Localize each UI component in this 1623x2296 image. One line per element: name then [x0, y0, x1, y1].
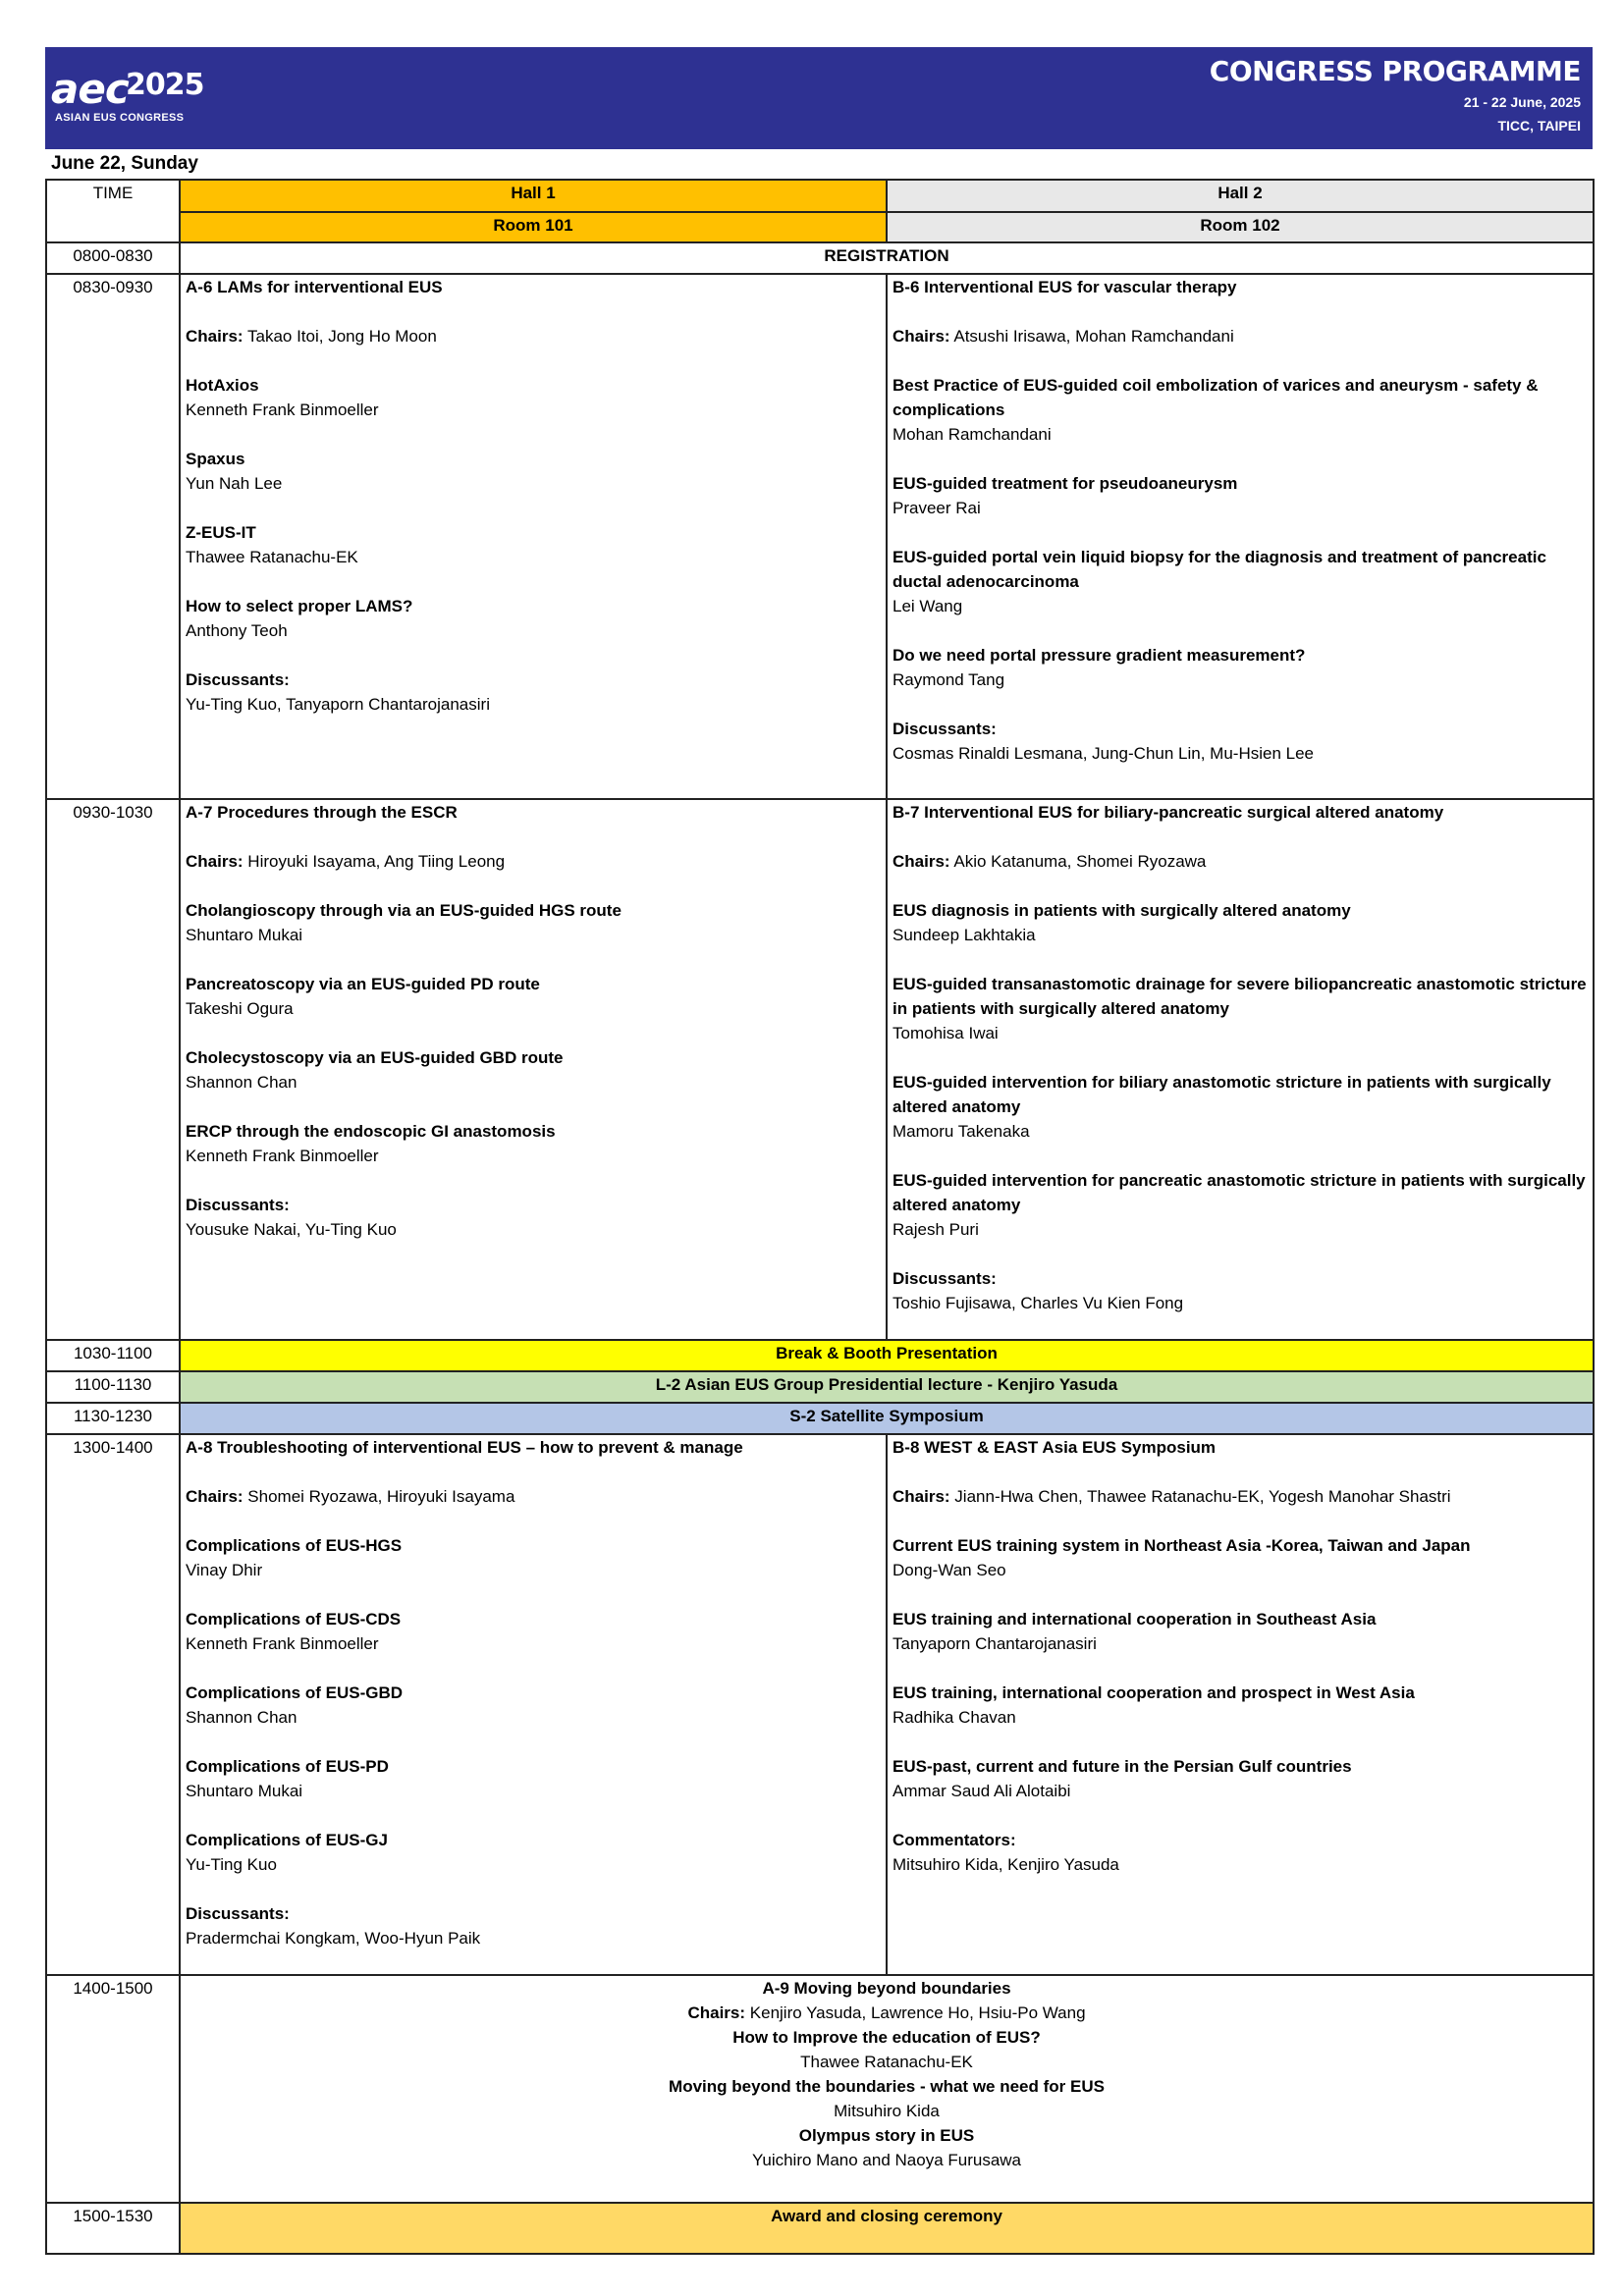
header-banner: [45, 47, 1593, 149]
session-title: B-8 WEST & EAST Asia EUS Symposium: [893, 1438, 1217, 1457]
hall1-header: Hall 1: [180, 180, 887, 212]
discussants-label: Discussants:: [893, 1269, 997, 1288]
award-label: Award and closing ceremony: [180, 2203, 1594, 2254]
talk-title: Cholangioscopy through via an EUS-guided HGS route: [186, 901, 622, 920]
lecture-label: L-2 Asian EUS Group Presidential lecture - Kenjiro Yasuda: [180, 1371, 1594, 1403]
talk-title: Complications of EUS-GJ: [186, 1831, 388, 1849]
talk-title: EUS-guided intervention for pancreatic anastomotic stricture in patients with surgically altered anatomy: [893, 1171, 1586, 1214]
chairs-label: Chairs:: [186, 1487, 243, 1506]
registration-row: [46, 242, 1594, 274]
talk-speaker: Tanyaporn Chantarojanasiri: [893, 1634, 1097, 1653]
talk-title: Best Practice of EUS-guided coil embolization of varices and aneurysm - safety & complications: [893, 376, 1539, 419]
talk-speaker: Kenneth Frank Binmoeller: [186, 1634, 379, 1653]
talk-speaker: Raymond Tang: [893, 670, 1005, 689]
talk-title: How to select proper LAMS?: [186, 597, 413, 615]
session-b6: [887, 274, 1594, 799]
talk-title: ERCP through the endoscopic GI anastomosis: [186, 1122, 556, 1141]
chairs-label: Chairs:: [893, 327, 950, 346]
award-row: [46, 2203, 1594, 2254]
talk-speaker: Dong-Wan Seo: [893, 1561, 1006, 1579]
satellite-label: S-2 Satellite Symposium: [180, 1403, 1594, 1434]
chairs-names: Akio Katanuma, Shomei Ryozawa: [949, 852, 1207, 871]
talk-title: HotAxios: [186, 376, 259, 395]
talk-title: Complications of EUS-GBD: [186, 1683, 404, 1702]
talk-speaker: Takeshi Ogura: [186, 999, 294, 1018]
session-a7: [180, 799, 887, 1340]
programme-table: [45, 179, 1595, 2255]
talk-speaker: Praveer Rai: [893, 499, 981, 517]
talk-title: Current EUS training system in Northeast Asia -Korea, Taiwan and Japan: [893, 1536, 1471, 1555]
session-b8: [887, 1434, 1594, 1975]
lecture-row: [46, 1371, 1594, 1403]
logo-text: aec: [51, 65, 129, 113]
chairs-names: Atsushi Irisawa, Mohan Ramchandani: [949, 327, 1234, 346]
talk-title: Cholecystoscopy via an EUS-guided GBD route: [186, 1048, 564, 1067]
congress-venue: TICC, TAIPEI: [1497, 118, 1581, 133]
discussants-label: Discussants:: [186, 1904, 290, 1923]
chairs-names: Takao Itoi, Jong Ho Moon: [243, 327, 437, 346]
session-title: A-8 Troubleshooting of interventional EUS – how to prevent & manage: [186, 1438, 743, 1457]
session-row-1400: [46, 1975, 1594, 2203]
talk-speaker: Mamoru Takenaka: [893, 1122, 1030, 1141]
session-a6: [180, 274, 887, 799]
satellite-row: [46, 1403, 1594, 1434]
talk-speaker: Kenneth Frank Binmoeller: [186, 1147, 379, 1165]
discussants-label: Discussants:: [186, 670, 290, 689]
talk-title: EUS diagnosis in patients with surgically altered anatomy: [893, 901, 1351, 920]
chairs-label: Chairs:: [687, 2003, 746, 2022]
talk-title: EUS training and international cooperation in Southeast Asia: [893, 1610, 1377, 1629]
session-title: B-6 Interventional EUS for vascular therapy: [893, 278, 1237, 296]
talk-title: Olympus story in EUS: [798, 2126, 975, 2145]
talk-speaker: Shannon Chan: [186, 1708, 298, 1727]
talk-speaker: Shannon Chan: [186, 1073, 298, 1092]
time-slot: 1100-1130: [46, 1371, 180, 1403]
congress-dates: 21 - 22 June, 2025: [1463, 94, 1581, 110]
discussants-names: Yousuke Nakai, Yu-Ting Kuo: [186, 1220, 397, 1239]
programme-title: CONGRESS PROGRAMME: [1209, 55, 1581, 87]
day-title: June 22, Sunday: [51, 153, 198, 174]
talk-speaker: Shuntaro Mukai: [186, 926, 303, 944]
session-title: B-7 Interventional EUS for biliary-pancreatic surgical altered anatomy: [893, 803, 1444, 822]
commentators-label: Commentators:: [893, 1831, 1016, 1849]
time-slot: 0930-1030: [46, 799, 180, 1340]
chairs-label: Chairs:: [893, 1487, 950, 1506]
session-a9: [180, 1975, 1594, 2203]
discussants-label: Discussants:: [893, 720, 997, 738]
hall-header-row: [46, 180, 1594, 212]
time-slot: 1400-1500: [46, 1975, 180, 2203]
discussants-names: Pradermchai Kongkam, Woo-Hyun Paik: [186, 1929, 481, 1948]
talk-title: EUS-guided treatment for pseudoaneurysm: [893, 474, 1238, 493]
talk-title: EUS training, international cooperation and prospect in West Asia: [893, 1683, 1415, 1702]
logo-year: 2025: [126, 68, 204, 102]
talk-speaker: Vinay Dhir: [186, 1561, 263, 1579]
talk-speaker: Yun Nah Lee: [186, 474, 283, 493]
hall2-header: Hall 2: [887, 180, 1594, 212]
talk-speaker: Mohan Ramchandani: [893, 425, 1052, 444]
chairs-names: Kenjiro Yasuda, Lawrence Ho, Hsiu-Po Wang: [745, 2003, 1086, 2022]
room102-header: Room 102: [887, 212, 1594, 242]
session-title: A-9 Moving beyond boundaries: [762, 1979, 1011, 1998]
talk-title: Complications of EUS-PD: [186, 1757, 389, 1776]
discussants-names: Toshio Fujisawa, Charles Vu Kien Fong: [893, 1294, 1184, 1312]
time-slot: 1030-1100: [46, 1340, 180, 1371]
talk-title: EUS-guided transanastomotic drainage for severe biliopancreatic anastomotic stricture in patients with surgically altered anatomy: [893, 975, 1587, 1018]
talk-title: Moving beyond the boundaries - what we need for EUS: [669, 2077, 1105, 2096]
talk-title: How to Improve the education of EUS?: [732, 2028, 1041, 2047]
session-row-0930: [46, 799, 1594, 1340]
session-row-0830: [46, 274, 1594, 799]
room101-header: Room 101: [180, 212, 887, 242]
talk-title: EUS-guided intervention for biliary anastomotic stricture in patients with surgically altered anatomy: [893, 1073, 1551, 1116]
discussants-label: Discussants:: [186, 1196, 290, 1214]
talk-title: Do we need portal pressure gradient measurement?: [893, 646, 1306, 665]
time-slot: 0830-0930: [46, 274, 180, 799]
session-title: A-7 Procedures through the ESCR: [186, 803, 458, 822]
talk-speaker: Lei Wang: [893, 597, 963, 615]
talk-speaker: Thawee Ratanachu-EK: [800, 2053, 973, 2071]
talk-title: Z-EUS-IT: [186, 523, 256, 542]
session-b7: [887, 799, 1594, 1340]
registration-label: REGISTRATION: [180, 242, 1594, 274]
talk-speaker: Anthony Teoh: [186, 621, 288, 640]
talk-speaker: Yuichiro Mano and Naoya Furusawa: [751, 2151, 1022, 2169]
session-row-1300: [46, 1434, 1594, 1975]
session-title: A-6 LAMs for interventional EUS: [186, 278, 443, 296]
chairs-names: Jiann-Hwa Chen, Thawee Ratanachu-EK, Yogesh Manohar Shastri: [949, 1487, 1451, 1506]
talk-speaker: Radhika Chavan: [893, 1708, 1016, 1727]
chairs-label: Chairs:: [186, 852, 243, 871]
time-column-header: TIME: [46, 180, 180, 242]
talk-speaker: Rajesh Puri: [893, 1220, 979, 1239]
break-row: [46, 1340, 1594, 1371]
room-header-row: [46, 212, 1594, 242]
time-slot: 1130-1230: [46, 1403, 180, 1434]
talk-title: Spaxus: [186, 450, 245, 468]
talk-speaker: Mitsuhiro Kida: [834, 2102, 940, 2120]
talk-speaker: Kenneth Frank Binmoeller: [186, 400, 379, 419]
time-slot: 1300-1400: [46, 1434, 180, 1975]
time-slot: 1500-1530: [46, 2203, 180, 2254]
logo-subtitle: ASIAN EUS CONGRESS: [55, 112, 185, 124]
talk-title: Pancreatoscopy via an EUS-guided PD route: [186, 975, 540, 993]
talk-speaker: Thawee Ratanachu-EK: [186, 548, 358, 566]
discussants-names: Yu-Ting Kuo, Tanyaporn Chantarojanasiri: [186, 695, 490, 714]
discussants-names: Cosmas Rinaldi Lesmana, Jung-Chun Lin, Mu-Hsien Lee: [893, 744, 1314, 763]
session-a8: [180, 1434, 887, 1975]
talk-title: Complications of EUS-HGS: [186, 1536, 403, 1555]
time-slot: 0800-0830: [46, 242, 180, 274]
chairs-label: Chairs:: [893, 852, 950, 871]
talk-speaker: Sundeep Lakhtakia: [893, 926, 1036, 944]
break-label: Break & Booth Presentation: [180, 1340, 1594, 1371]
talk-speaker: Yu-Ting Kuo: [186, 1855, 277, 1874]
chairs-label: Chairs:: [186, 327, 243, 346]
talk-title: Complications of EUS-CDS: [186, 1610, 402, 1629]
talk-title: EUS-guided portal vein liquid biopsy for the diagnosis and treatment of pancreatic ductal adenocarcinoma: [893, 548, 1546, 591]
talk-speaker: Ammar Saud Ali Alotaibi: [893, 1782, 1071, 1800]
commentators-names: Mitsuhiro Kida, Kenjiro Yasuda: [893, 1855, 1119, 1874]
chairs-names: Hiroyuki Isayama, Ang Tiing Leong: [243, 852, 506, 871]
talk-title: EUS-past, current and future in the Persian Gulf countries: [893, 1757, 1352, 1776]
chairs-names: Shomei Ryozawa, Hiroyuki Isayama: [243, 1487, 515, 1506]
talk-speaker: Tomohisa Iwai: [893, 1024, 999, 1042]
talk-speaker: Shuntaro Mukai: [186, 1782, 303, 1800]
